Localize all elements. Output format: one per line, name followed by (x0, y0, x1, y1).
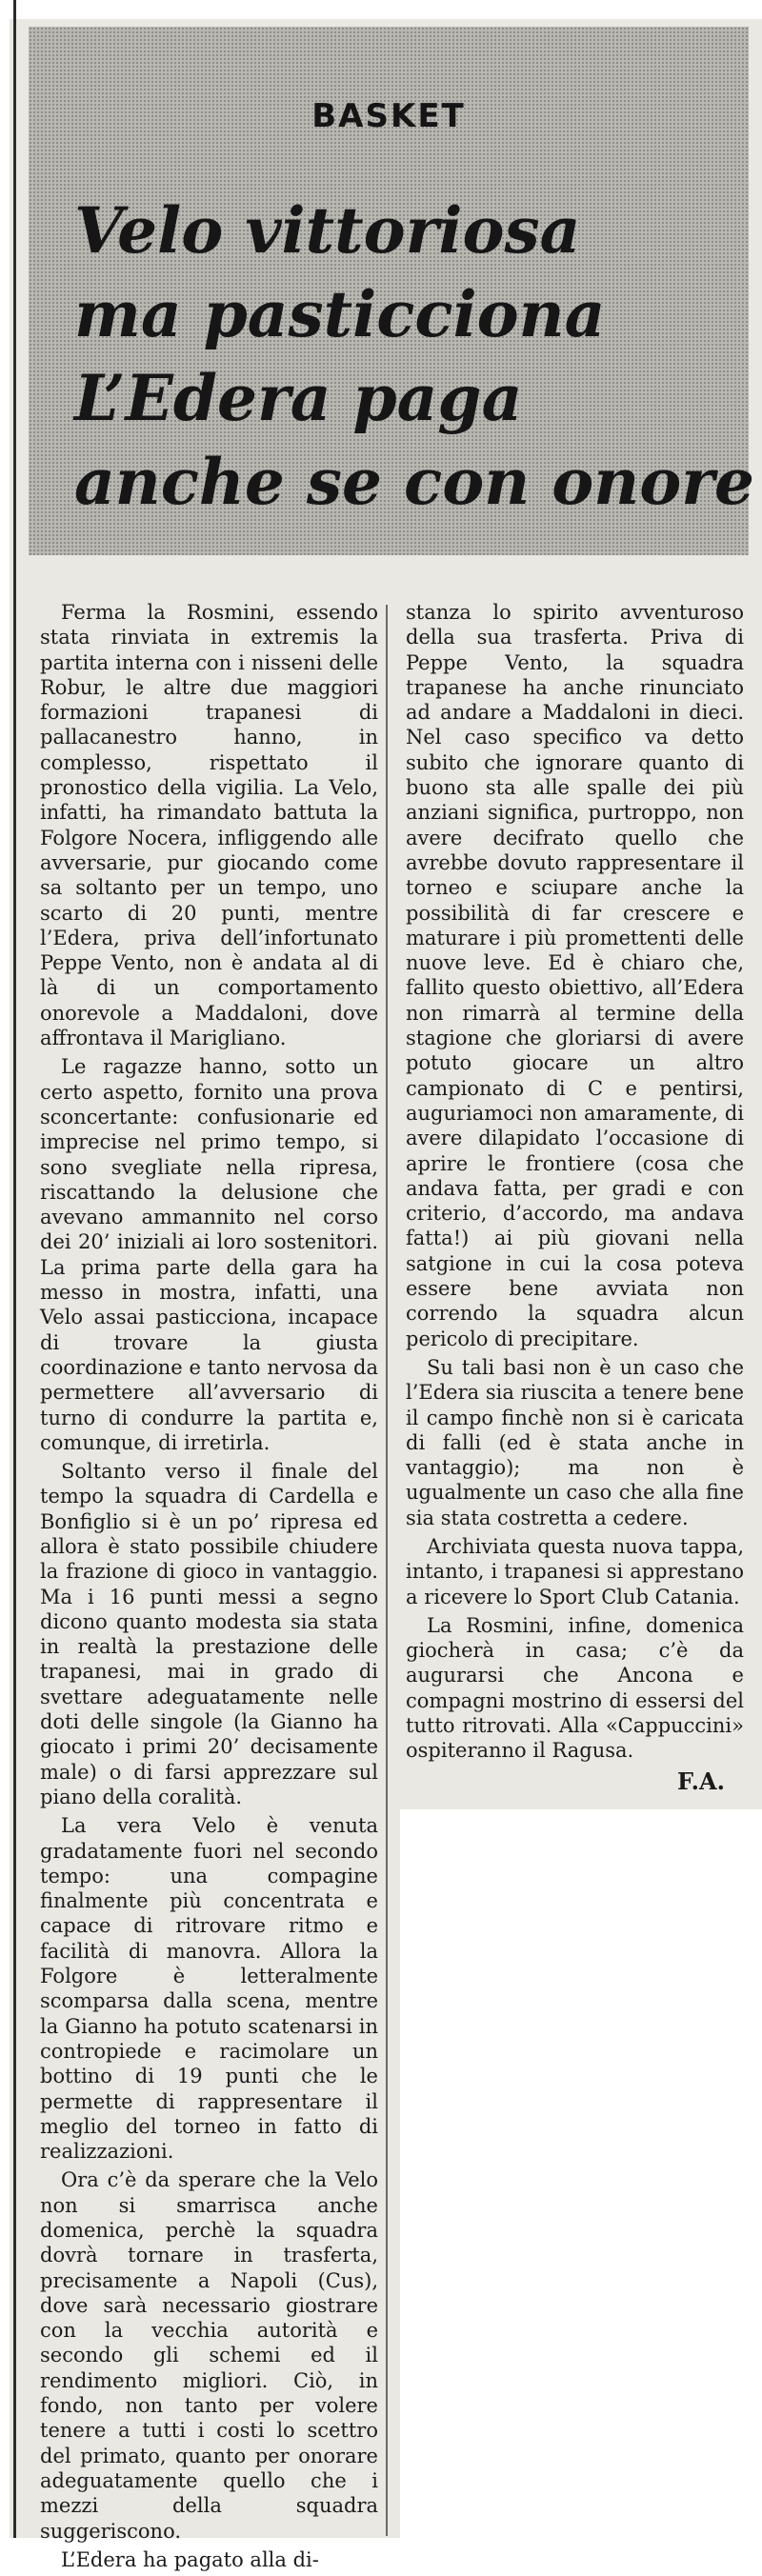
article-column-left (40, 600, 378, 2576)
headline-line: L’Edera paga (74, 361, 523, 435)
headline-line: anche se con onore (74, 445, 754, 519)
author-signature: F.A. (677, 1767, 725, 1795)
paragraph: Ferma la Rosmini, essendo stata rinviata in extremis la partita interna con i nisseni delle Robur, le altre due maggiori formazioni trapanesi di pallacanestro hanno, in complesso, rispettato il pronostico della vigilia. La Velo, infatti, ha rimandato battuta la Folgore Nocera, infliggendo alle avversarie, pur giocando come sa soltanto per un tempo, uno scarto di 20 punti, mentre l’Edera, priva dell’infortunato Peppe Vento, non è andata al di là di un comportamento onorevole a Maddaloni, dove affrontava il Marigliano. (40, 601, 378, 1050)
paragraph: Su tali basi non è un caso che l’Edera sia riuscita a tenere bene il campo finchè non si è caricata di falli (ed è stata anche in vantaggio); ma non è ugualmente un caso che alla fine sia stata costretta a cedere. (406, 1355, 744, 1529)
paragraph: Soltanto verso il finale del tempo la squadra di Cardella e Bonfiglio si è un po’ ripresa ed allora è stato possibile chiudere la frazione di gioco in vantaggio. Ma i 16 punti messi a segno dicono quanto modesta sia stata in realtà la prestazione delle trapanesi, mai in grado di svettare adeguatamente nelle doti delle singole (la Gianno ha giocato i primi 20’ decisamente male) o di farsi apprezzare sul piano della coralità. (40, 1460, 378, 1808)
paragraph: La vera Velo è venuta gradatamente fuori nel secondo tempo: una compagine finalmente più concentrata e capace di ritrovare ritmo e facilità di manovra. Allora la Folgore è letteralmente scomparsa dalla scena, mentre la Gianno ha potuto scatenarsi in contropiede e racimolare un bottino di 19 punti che le permette di rappresentare il meglio del torneo in fatto di realizzazioni. (40, 1814, 378, 2164)
paragraph: L’Edera ha pagato alla di- (61, 2547, 319, 2571)
headline-line: ma pasticciona (74, 277, 606, 351)
paragraph: Le ragazze hanno, sotto un certo aspetto, fornito una prova sconcertante: confusionarie ed imprecise nel primo tempo, si sono svegliate nella ripresa, riscattando la delusione che avevano ammannito nel corso dei 20’ iniziali ai loro sostenitori. La prima parte della gara ha messo in mostra, infatti, una Velo assai pasticciona, incapace di trovare la giusta coordinazione e tanto nervosa da permettere all’avversario di turno di condurre la partita e, comunque, di irretirla. (40, 1055, 378, 1454)
page-blank-area (400, 1809, 762, 2538)
paragraph: Ora c’è da sperare che la Velo non si smarrisca anche domenica, perchè la squadra dovrà tornare in trasferta, precisamente a Napoli (Cus), dove sarà necessario giostrare con la vecchia autorità e secondo gli schemi ed il rendimento migliori. Ciò, in fondo, non tanto per volere tenere a tutti i costi lo scettro del primato, quanto per onorare adeguatamente quello che i mezzi della squadra suggeriscono. (40, 2168, 378, 2543)
paragraph-continued: stanza lo spirito avventuroso della sua trasferta. Priva di Peppe Vento, la squadra trapanese ha anche rinunciato ad andare a Maddaloni in dieci. Nel caso specifico va detto subito che ignorare quanto di buono sta alle spalle dei più anziani significa, purtroppo, non avere decifrato quello che avrebbe dovuto rappresentare il torneo e sciupare anche la possibilità di far crescere e maturare i più promettenti delle nuove leve. Ed è chiaro che, fallito questo obiettivo, all’Edera non rimarrà al termine della stagione che gloriarsi di avere potuto giocare un altro campionato di C e pentirsi, auguriamoci non amaramente, di avere dilapidato l’occasione di aprire le frontiere (cosa che andava fatta, per gradi e con criterio, d’accordo, ma andava fatta!) ai più giovani nella satgione in cui la cosa poteva essere bene avviata non correndo la squadra alcun pericolo di precipitare. (406, 601, 744, 1350)
paragraph: Archiviata questa nuova tappa, intanto, i trapanesi si apprestano a ricevere lo Sport Club Catania. (406, 1534, 744, 1608)
section-kicker: BASKET (311, 97, 466, 135)
column-divider (386, 605, 388, 2536)
headline-line: Velo vittoriosa (74, 193, 581, 268)
paragraph: La Rosmini, infine, domenica giocherà in casa; c’è da augurarsi che Ancona e compagni mostrino di essersi del tutto ritrovati. Alla «Cappuccini» ospiteranno il Ragusa. (406, 1613, 744, 1763)
article-column-right (406, 600, 744, 1794)
